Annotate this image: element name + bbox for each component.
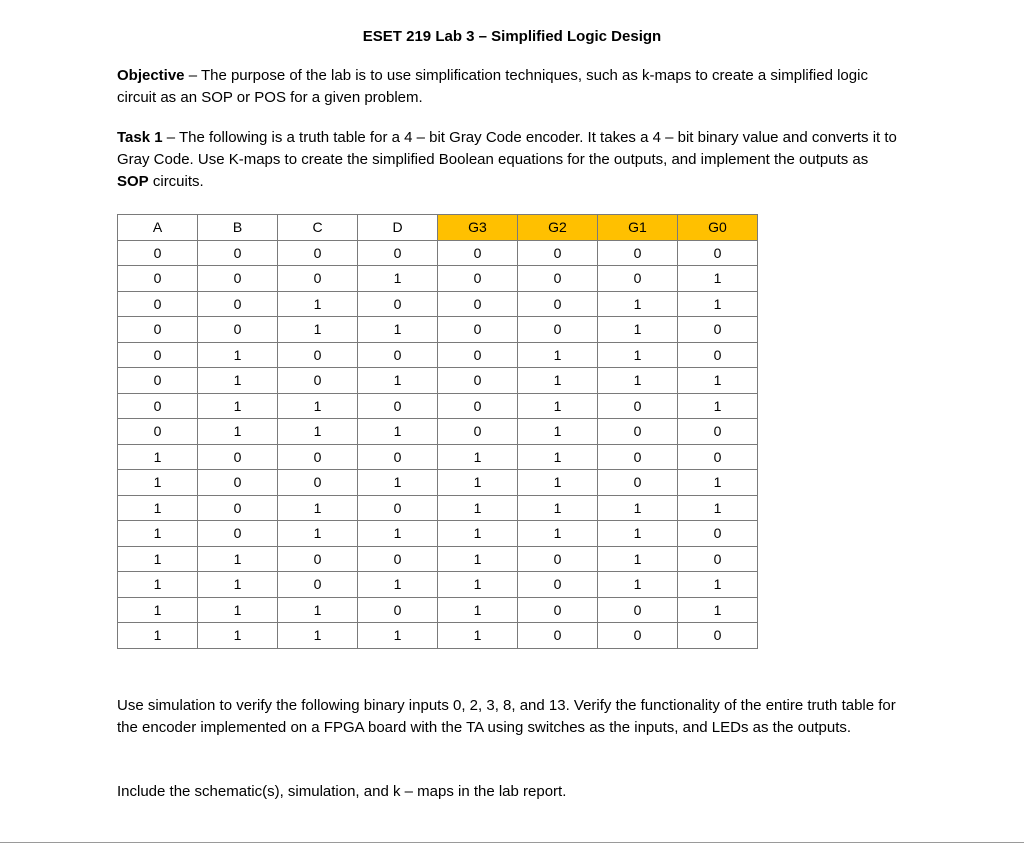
objective-text: – The purpose of the lab is to use simplification techniques, such as k-maps to create a simplified logic circuit as an SOP or POS for a given problem. — [117, 67, 868, 106]
table-cell: 0 — [198, 444, 278, 470]
table-cell: 1 — [598, 368, 678, 394]
table-cell: 1 — [438, 623, 518, 649]
table-cell: 0 — [598, 470, 678, 496]
table-cell: 0 — [678, 419, 758, 445]
table-cell: 0 — [598, 419, 678, 445]
table-cell: 1 — [438, 572, 518, 598]
table-cell: 0 — [438, 266, 518, 292]
table-cell: 0 — [678, 342, 758, 368]
table-cell: 1 — [598, 342, 678, 368]
table-row — [118, 317, 758, 343]
header-output-g3: G3 — [438, 215, 518, 241]
table-cell: 0 — [118, 291, 198, 317]
table-cell: 1 — [118, 597, 198, 623]
table-cell: 1 — [598, 572, 678, 598]
table-cell: 1 — [358, 623, 438, 649]
table-cell: 1 — [438, 597, 518, 623]
table-cell: 0 — [118, 368, 198, 394]
table-row — [118, 444, 758, 470]
table-cell: 1 — [278, 521, 358, 547]
table-cell: 0 — [118, 393, 198, 419]
table-cell: 0 — [518, 597, 598, 623]
table-cell: 0 — [198, 266, 278, 292]
table-cell: 1 — [518, 521, 598, 547]
table-cell: 1 — [278, 393, 358, 419]
header-input-a: A — [118, 215, 198, 241]
table-cell: 0 — [198, 291, 278, 317]
table-cell: 1 — [518, 495, 598, 521]
table-cell: 0 — [278, 444, 358, 470]
table-cell: 0 — [358, 240, 438, 266]
table-cell: 1 — [438, 444, 518, 470]
table-cell: 0 — [598, 597, 678, 623]
task1-emphasis: SOP — [117, 173, 149, 190]
table-row — [118, 266, 758, 292]
table-cell: 0 — [358, 291, 438, 317]
table-row — [118, 597, 758, 623]
table-cell: 1 — [358, 419, 438, 445]
truth-table-body — [118, 240, 758, 648]
header-output-g2: G2 — [518, 215, 598, 241]
table-cell: 1 — [358, 521, 438, 547]
table-cell: 0 — [118, 342, 198, 368]
task1-label: Task 1 — [117, 129, 163, 146]
table-cell: 0 — [678, 546, 758, 572]
table-cell: 1 — [678, 495, 758, 521]
table-cell: 1 — [278, 317, 358, 343]
table-cell: 0 — [358, 342, 438, 368]
task1-text: – The following is a truth table for a 4 – bit Gray Code encoder. It takes a 4 – bit binary value and converts it to Gray Code. Use K-maps to create the simplified Boolean equations for the outputs, and implement the outputs as — [117, 129, 897, 168]
table-cell: 0 — [358, 597, 438, 623]
table-cell: 1 — [518, 342, 598, 368]
table-cell: 1 — [438, 495, 518, 521]
table-cell: 0 — [118, 240, 198, 266]
table-cell: 0 — [358, 495, 438, 521]
table-cell: 1 — [198, 597, 278, 623]
table-row — [118, 546, 758, 572]
table-cell: 1 — [678, 393, 758, 419]
table-cell: 1 — [198, 546, 278, 572]
table-cell: 0 — [438, 393, 518, 419]
table-cell: 1 — [358, 266, 438, 292]
table-cell: 1 — [678, 470, 758, 496]
table-cell: 0 — [678, 521, 758, 547]
table-row — [118, 291, 758, 317]
table-cell: 0 — [278, 342, 358, 368]
page-bottom-divider — [0, 842, 1024, 843]
table-cell: 1 — [678, 291, 758, 317]
table-cell: 0 — [598, 444, 678, 470]
table-cell: 0 — [678, 623, 758, 649]
table-cell: 1 — [678, 266, 758, 292]
table-cell: 0 — [438, 291, 518, 317]
table-cell: 0 — [198, 470, 278, 496]
table-cell: 1 — [598, 521, 678, 547]
table-cell: 1 — [358, 317, 438, 343]
table-cell: 1 — [278, 597, 358, 623]
table-cell: 0 — [198, 495, 278, 521]
table-row — [118, 521, 758, 547]
table-cell: 1 — [118, 521, 198, 547]
table-cell: 0 — [518, 266, 598, 292]
table-cell: 0 — [278, 546, 358, 572]
table-cell: 0 — [118, 317, 198, 343]
table-cell: 0 — [518, 546, 598, 572]
table-row — [118, 495, 758, 521]
table-cell: 1 — [198, 393, 278, 419]
table-cell: 1 — [198, 342, 278, 368]
table-cell: 0 — [278, 368, 358, 394]
table-cell: 0 — [198, 240, 278, 266]
simulation-paragraph: Use simulation to verify the following binary inputs 0, 2, 3, 8, and 13. Verify the functionality of the entire truth table for the encoder implemented on a FPGA board with the TA using switches as the inputs, and LEDs as the outputs. — [117, 697, 896, 736]
table-cell: 1 — [118, 572, 198, 598]
table-cell: 1 — [278, 623, 358, 649]
table-cell: 1 — [518, 419, 598, 445]
table-cell: 0 — [678, 240, 758, 266]
task1-paragraph — [117, 127, 897, 193]
table-row — [118, 623, 758, 649]
table-cell: 0 — [278, 266, 358, 292]
table-cell: 0 — [518, 623, 598, 649]
objective-paragraph — [117, 65, 897, 109]
table-row — [118, 342, 758, 368]
table-cell: 0 — [198, 317, 278, 343]
table-cell: 1 — [438, 546, 518, 572]
table-cell: 0 — [118, 419, 198, 445]
table-cell: 0 — [598, 240, 678, 266]
table-cell: 0 — [518, 240, 598, 266]
truth-table — [117, 214, 758, 649]
header-output-g0: G0 — [678, 215, 758, 241]
header-output-g1: G1 — [598, 215, 678, 241]
table-cell: 0 — [678, 444, 758, 470]
header-input-c: C — [278, 215, 358, 241]
table-cell: 1 — [678, 368, 758, 394]
table-cell: 0 — [518, 572, 598, 598]
objective-label: Objective — [117, 67, 185, 84]
table-row — [118, 240, 758, 266]
table-cell: 1 — [358, 368, 438, 394]
table-cell: 1 — [598, 317, 678, 343]
table-row — [118, 419, 758, 445]
table-cell: 1 — [198, 368, 278, 394]
table-cell: 1 — [518, 393, 598, 419]
table-cell: 1 — [118, 495, 198, 521]
table-row — [118, 368, 758, 394]
table-cell: 1 — [198, 572, 278, 598]
table-cell: 1 — [198, 623, 278, 649]
table-cell: 1 — [678, 572, 758, 598]
table-cell: 0 — [518, 291, 598, 317]
table-cell: 1 — [278, 419, 358, 445]
table-cell: 0 — [518, 317, 598, 343]
table-cell: 1 — [598, 546, 678, 572]
table-cell: 0 — [438, 342, 518, 368]
table-cell: 1 — [518, 368, 598, 394]
table-cell: 1 — [358, 572, 438, 598]
table-cell: 1 — [518, 470, 598, 496]
header-input-d: D — [358, 215, 438, 241]
table-cell: 0 — [278, 572, 358, 598]
table-cell: 0 — [438, 368, 518, 394]
table-row — [118, 393, 758, 419]
table-cell: 1 — [278, 495, 358, 521]
table-cell: 1 — [118, 546, 198, 572]
table-cell: 1 — [118, 444, 198, 470]
table-cell: 0 — [438, 240, 518, 266]
table-cell: 0 — [438, 419, 518, 445]
table-cell: 0 — [278, 240, 358, 266]
table-cell: 0 — [358, 444, 438, 470]
table-cell: 0 — [118, 266, 198, 292]
task1-text-end: circuits. — [148, 173, 204, 190]
table-cell: 0 — [198, 521, 278, 547]
table-cell: 1 — [118, 470, 198, 496]
table-cell: 0 — [598, 393, 678, 419]
table-cell: 1 — [438, 470, 518, 496]
table-cell: 1 — [358, 470, 438, 496]
table-cell: 0 — [438, 317, 518, 343]
page-title: ESET 219 Lab 3 – Simplified Logic Design — [362, 28, 662, 45]
table-cell: 0 — [678, 317, 758, 343]
include-paragraph: Include the schematic(s), simulation, and k – maps in the lab report. — [117, 783, 567, 800]
table-cell: 1 — [278, 291, 358, 317]
table-cell: 1 — [598, 495, 678, 521]
table-cell: 1 — [438, 521, 518, 547]
table-cell: 1 — [118, 623, 198, 649]
table-cell: 1 — [518, 444, 598, 470]
table-cell: 1 — [678, 597, 758, 623]
table-cell: 0 — [278, 470, 358, 496]
truth-table-header-row — [118, 215, 758, 241]
table-cell: 1 — [198, 419, 278, 445]
table-cell: 0 — [358, 546, 438, 572]
table-cell: 1 — [598, 291, 678, 317]
table-cell: 0 — [358, 393, 438, 419]
table-row — [118, 470, 758, 496]
table-cell: 0 — [598, 266, 678, 292]
header-input-b: B — [198, 215, 278, 241]
table-row — [118, 572, 758, 598]
table-cell: 0 — [598, 623, 678, 649]
